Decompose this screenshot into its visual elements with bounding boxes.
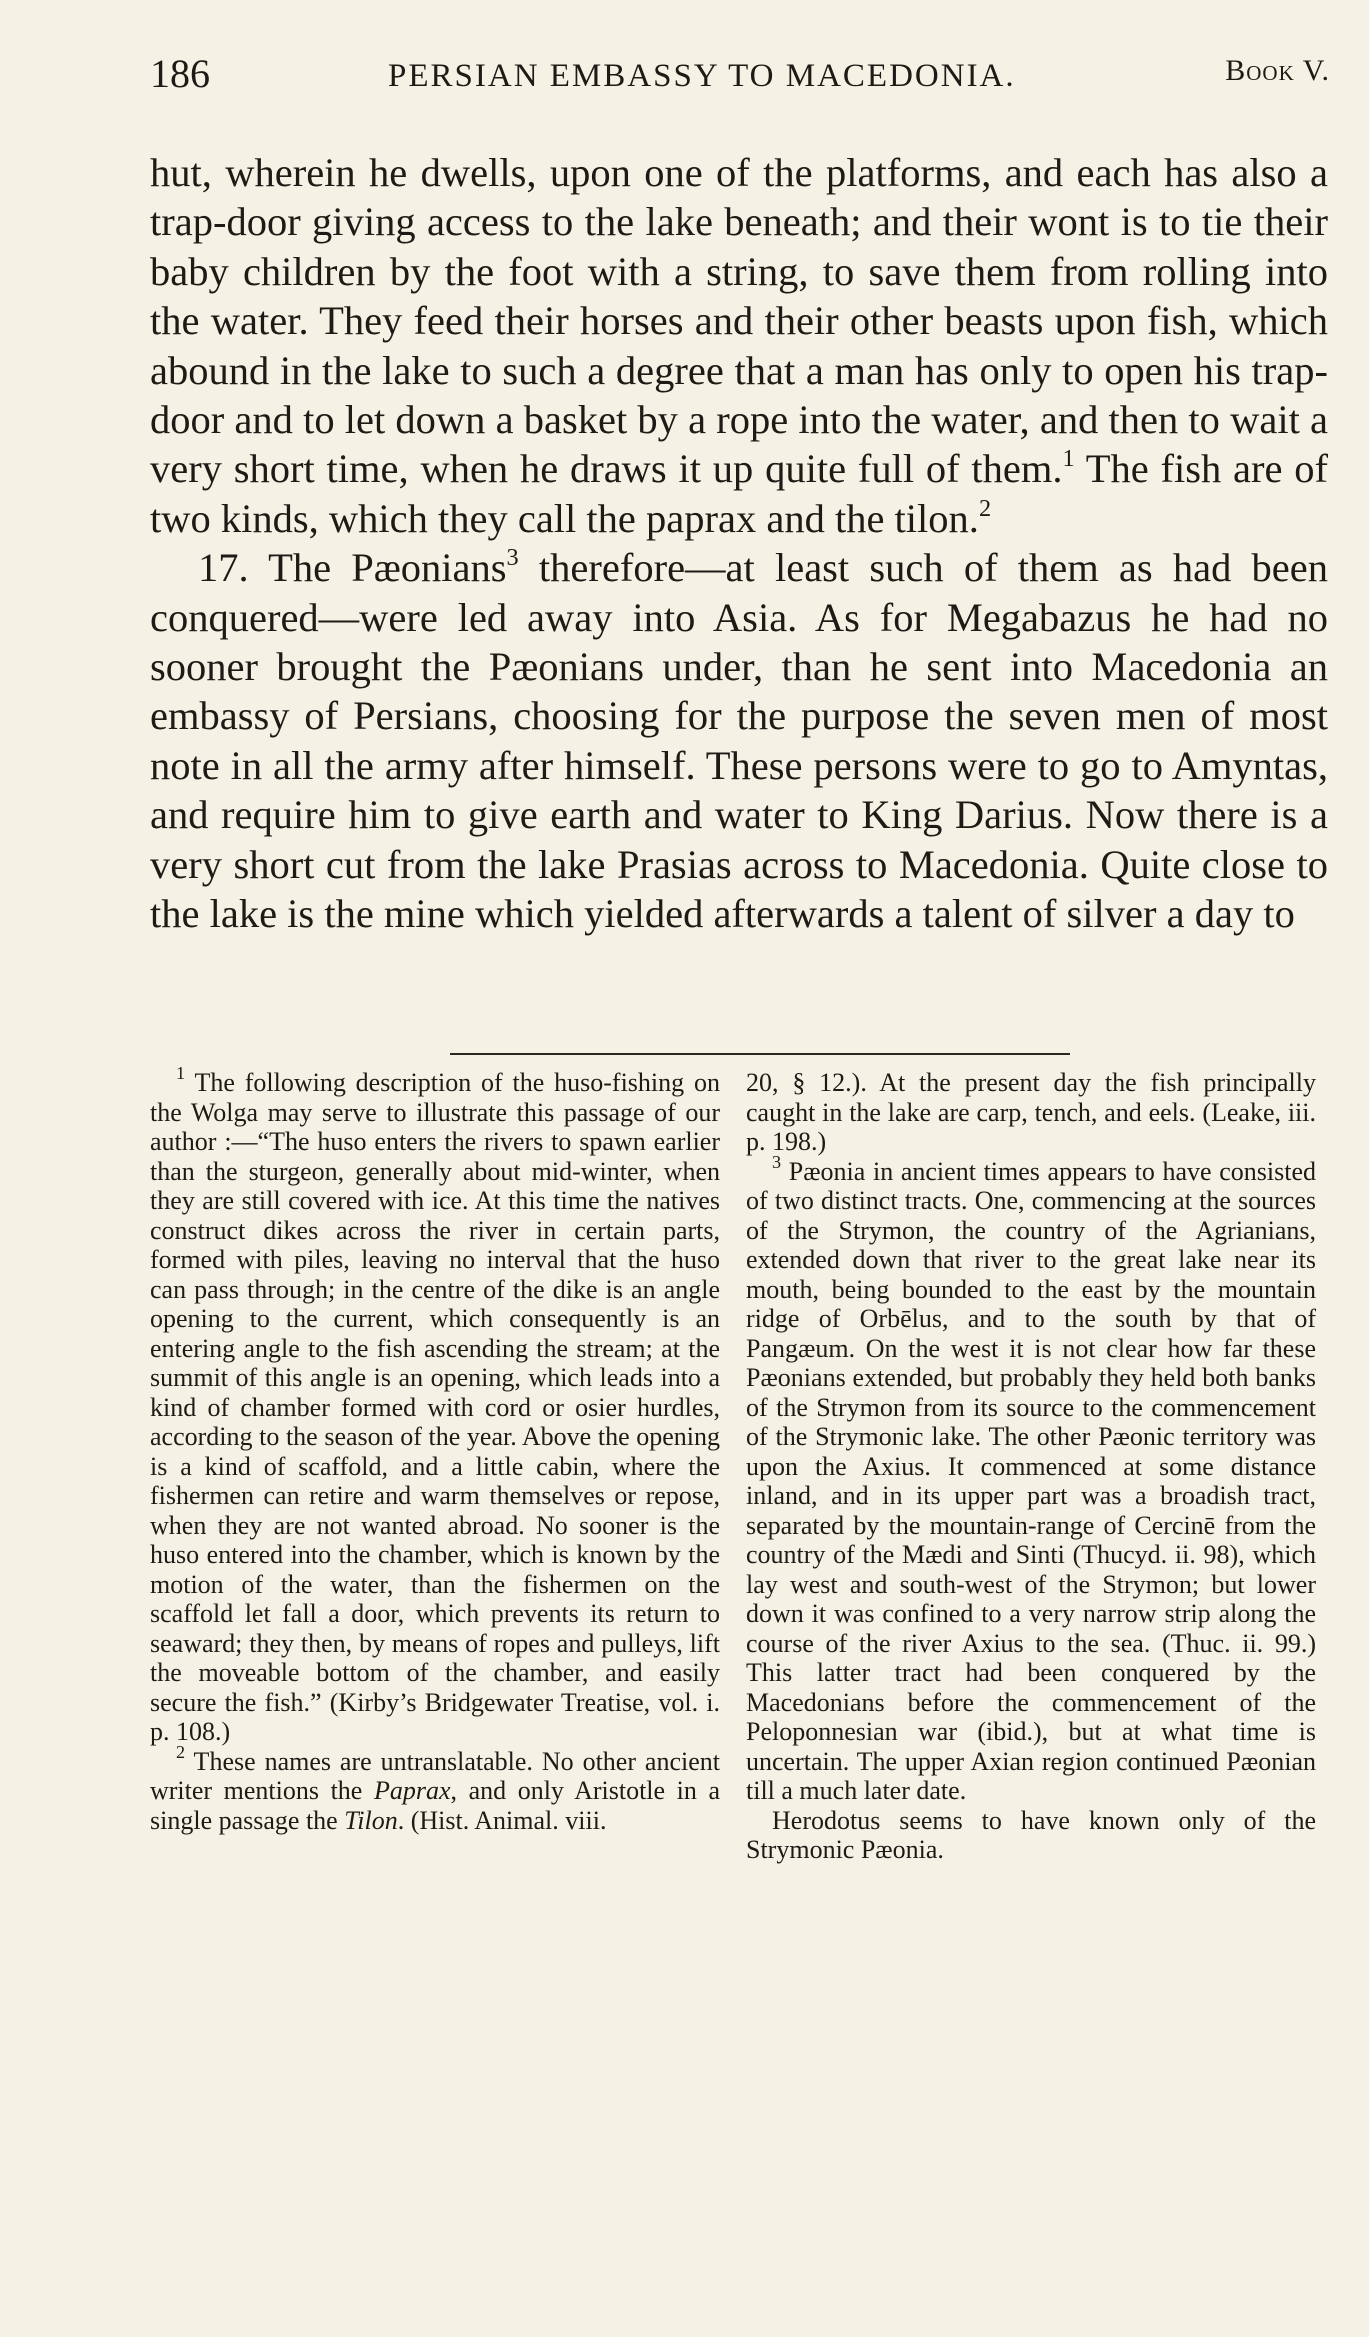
footnote-ref-2[interactable]: 2 [978, 495, 992, 523]
footnote-ref-3[interactable]: 3 [506, 544, 519, 572]
footnote-column-left [150, 1063, 720, 1835]
paragraph-continued [150, 148, 1328, 543]
footnote-2 [150, 1741, 720, 1836]
paragraph-text: 17. The Pæonians [198, 545, 507, 591]
footnote-text: . (Hist. Animal. viii. [397, 1805, 607, 1835]
footnote-divider [450, 1053, 1070, 1055]
paragraph-text: hut, wherein he dwells, upon one of the platforms, and each has also a trap-door giving access to the lake beneath; and their wont is to tie their baby children by the foot with a string, to save them from rolling into the water. They feed their horses and their other beasts upon fish, which abound in the lake to such a degree that a man has only to open his trap-door and to let down a basket by a rope into the water, and then to wait a very short time, when he draws it up quite full of them. [150, 150, 1328, 492]
book-label: Book V. [1225, 54, 1330, 87]
footnote-text: , and only Aristotle in a single passage the [150, 1776, 720, 1835]
page-number: 186 [150, 51, 210, 96]
running-head [150, 50, 1340, 100]
footnote-text: The following description of the huso-fishing on the Wolga may serve to illustrate this passage of our author :—“The huso enters the rivers to spawn earlier than the sturgeon, generally about mid-winter, when they are still covered with ice. At this time the natives construct dikes across the river in certain parts, formed with piles, leaving no interval that the huso can pass through; in the centre of the dike is an angle opening to the current, which consequently is an entering angle to the fish ascending the stream; at the summit of this angle is an opening, which leads into a kind of chamber formed with cord or osier hurdles, according to the season of the year. Above the opening is a kind of scaffold, and a little cabin, where the fishermen can retire and warm themselves or repose, when they are not wanted abroad. No sooner is the huso entered into the chamber, which is known by the motion of the water, than the fishermen on the scaffold let fall a door, which prevents its return to seaward; they then, by means of ropes and pulleys, lift the moveable bottom of the chamber, and easily secure the fish.” (Kirby’s Bridgewater Treatise, vol. i. p. 108.) [150, 1068, 720, 1746]
footnote-italic-term: Tilon [344, 1805, 398, 1835]
footnote-2-continued: 20, § 12.). At the present day the fish principally caught in the lake are carp, tench, and eels. (Leake, iii. p. 198.) [746, 1068, 1316, 1156]
footnote-column-right [746, 1068, 1316, 1865]
footnote-text: Pæonia in ancient times appears to have consisted of two distinct tracts. One, commencing at the sources of the Strymon, the country of the Agrianians, extended down that river to the great lake near its mouth, being bounded to the east by the mountain ridge of Orbēlus, and to the south by that of Pangæum. On the west it is not clear how far these Pæonians extended, but probably they held both banks of the Strymon from its source to the commencement of the Strymonic lake. The other Pæonic territory was upon the Axius. It commenced at some distance inland, and in its upper part was a broadish tract, separated by the mountain-range of Cercinē from the country of the Mædi and Sinti (Thucyd. ii. 98), which lay west and south-west of the Strymon; but lower down it was confined to a very narrow strip along the course of the river Axius to the sea. (Thuc. ii. 99.) This latter tract had been conquered by the Macedonians before the commencement of the Peloponnesian war (ibid.), but at what time is uncertain. The upper Axian region continued Pæonian till a much later date. [746, 1156, 1316, 1805]
paragraph-text: The fish are of two kinds, which they call the paprax and the tilon. [150, 446, 1328, 541]
footnote-italic-term: Paprax [373, 1776, 451, 1805]
running-title: PERSIAN EMBASSY TO MACEDONIA. [388, 58, 1016, 94]
footnote-marker: 1 [176, 1063, 186, 1084]
footnote-marker: 2 [176, 1741, 186, 1762]
footnote-marker: 3 [772, 1151, 782, 1172]
footnotes [150, 1063, 1328, 2238]
footnote-1 [150, 1063, 720, 1747]
footnote-text: These names are untranslatable. No other ancient writer mentions the [150, 1746, 720, 1805]
paragraph-text: therefore—at least such of them as had been conquered—were led away into Asia. As for Megabazus he had no sooner brought the Pæonians under, than he sent into Macedonia an embassy of Persians, choosing for the purpose the seven men of most note in all the army after himself. These persons were to go to Amyntas, and require him to give earth and water to King Darius. Now there is a very short cut from the lake Prasias across to Macedonia. Quite close to the lake is the mine which yielded afterwards a talent of silver a day to [150, 545, 1328, 937]
footnote-3-closing: Herodotus seems to have known only of the Strymonic Pæonia. [746, 1805, 1316, 1864]
footnote-3 [746, 1151, 1316, 1806]
paragraph-section-17 [150, 543, 1328, 938]
main-text [150, 148, 1328, 939]
footnote-ref-1[interactable]: 1 [1062, 445, 1075, 473]
